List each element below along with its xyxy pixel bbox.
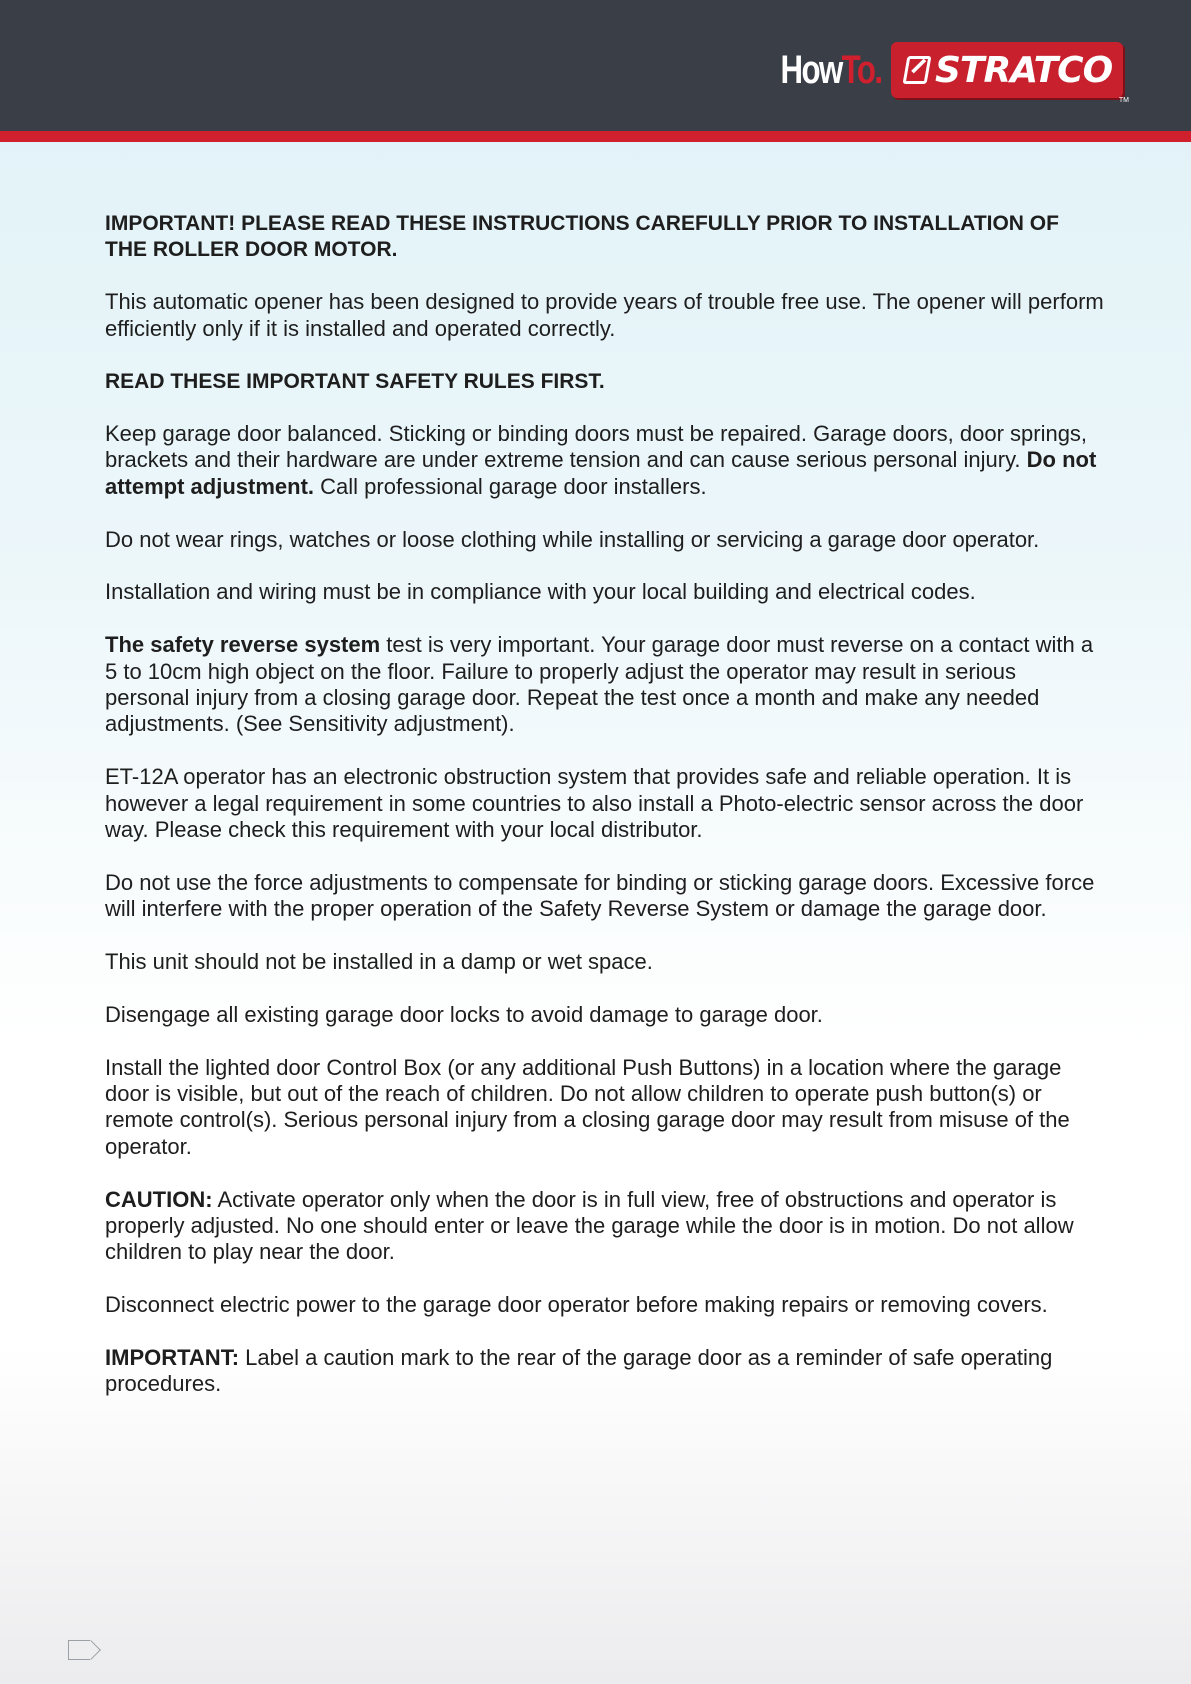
caution-paragraph <box>105 1187 1105 1266</box>
safety-reverse-label: The safety reverse system <box>105 632 381 658</box>
intro-paragraph: This automatic opener has been designed to provide years of trouble free use. The opener will perform efficiently only if it is installed and operated correctly. <box>105 289 1104 341</box>
stratco-logo <box>891 42 1129 104</box>
clothing-paragraph: Do not wear rings, watches or loose clothing while installing or servicing a garage door operator. <box>105 526 1040 552</box>
disconnect-paragraph: Disconnect electric power to the garage door operator before making repairs or removing covers. <box>105 1292 1048 1318</box>
trademark-mark: TM <box>1118 97 1129 104</box>
stratco-logo-text: STRATCO <box>935 49 1113 91</box>
safety-rules-heading: READ THESE IMPORTANT SAFETY RULES FIRST. <box>105 369 605 393</box>
balance-paragraph <box>105 421 1105 500</box>
label-text: Label a caution mark to the rear of the garage door as a reminder of safe operating procedures. <box>105 1345 1053 1397</box>
balance-text-b: Call professional garage door installers. <box>320 473 707 499</box>
howto-to: To. <box>841 47 881 92</box>
important-heading: IMPORTANT! PLEASE READ THESE INSTRUCTIONS CAREFULLY PRIOR TO INSTALLATION OF THE ROLLER DOOR MOTOR. <box>105 212 1059 261</box>
obstruction-paragraph: ET-12A operator has an electronic obstruction system that provides safe and reliable operation. It is however a legal requirement in some countries to also install a Photo-electric sensor across the door way. Please check this requirement with your local distributor. <box>105 764 1084 843</box>
balance-warning: Do not attempt adjustment. <box>105 447 1097 499</box>
stratco-logo-icon <box>903 56 932 84</box>
control-box-paragraph: Install the lighted door Control Box (or any additional Push Buttons) in a location where the garage door is visible, but out of the reach of children. Do not allow children to operate push button(s) or remote control(s). Serious personal injury from a closing garage door may result from misuse of the operator. <box>105 1054 1070 1159</box>
page-header <box>0 0 1191 142</box>
label-paragraph <box>105 1345 1105 1398</box>
important-label: IMPORTANT: <box>105 1345 240 1371</box>
safety-reverse-text-b: 5 to 10cm high object on the floor. Failure to properly adjust the operator may result in serious personal injury from a closing garage door. Repeat the test once a month and make any needed adjustments. (See Sensitivity adjustment). <box>105 658 1040 737</box>
locks-paragraph: Disengage all existing garage door locks to avoid damage to garage door. <box>105 1001 823 1027</box>
howto-wordmark <box>780 48 881 93</box>
page-tab-icon <box>68 1640 90 1660</box>
balance-text-a: Keep garage door balanced. Sticking or binding doors must be repaired. Garage doors, door springs, brackets and their hardware are under extreme tension and can cause serious personal injury. <box>105 420 1088 473</box>
caution-text: Activate operator only when the door is in full view, free of obstructions and operator is properly adjusted. No one should enter or leave the garage while the door is in motion. Do not allow children to play near the door. <box>105 1186 1074 1265</box>
safety-reverse-text-a: test is very important. Your garage door must reverse on a contact with a <box>386 632 1094 658</box>
howto-how: How <box>780 47 842 92</box>
force-paragraph: Do not use the force adjustments to compensate for binding or sticking garage doors. Excessive force will interfere with the proper operation of the Safety Reverse System or damage the garage door. <box>105 869 1095 922</box>
damp-paragraph: This unit should not be installed in a damp or wet space. <box>105 949 653 975</box>
brand-lockup <box>752 42 1129 104</box>
safety-reverse-paragraph <box>105 632 1105 738</box>
caution-label: CAUTION: <box>105 1186 213 1212</box>
wiring-paragraph: Installation and wiring must be in compliance with your local building and electrical codes. <box>105 579 976 605</box>
instructions-body <box>105 211 1105 1424</box>
